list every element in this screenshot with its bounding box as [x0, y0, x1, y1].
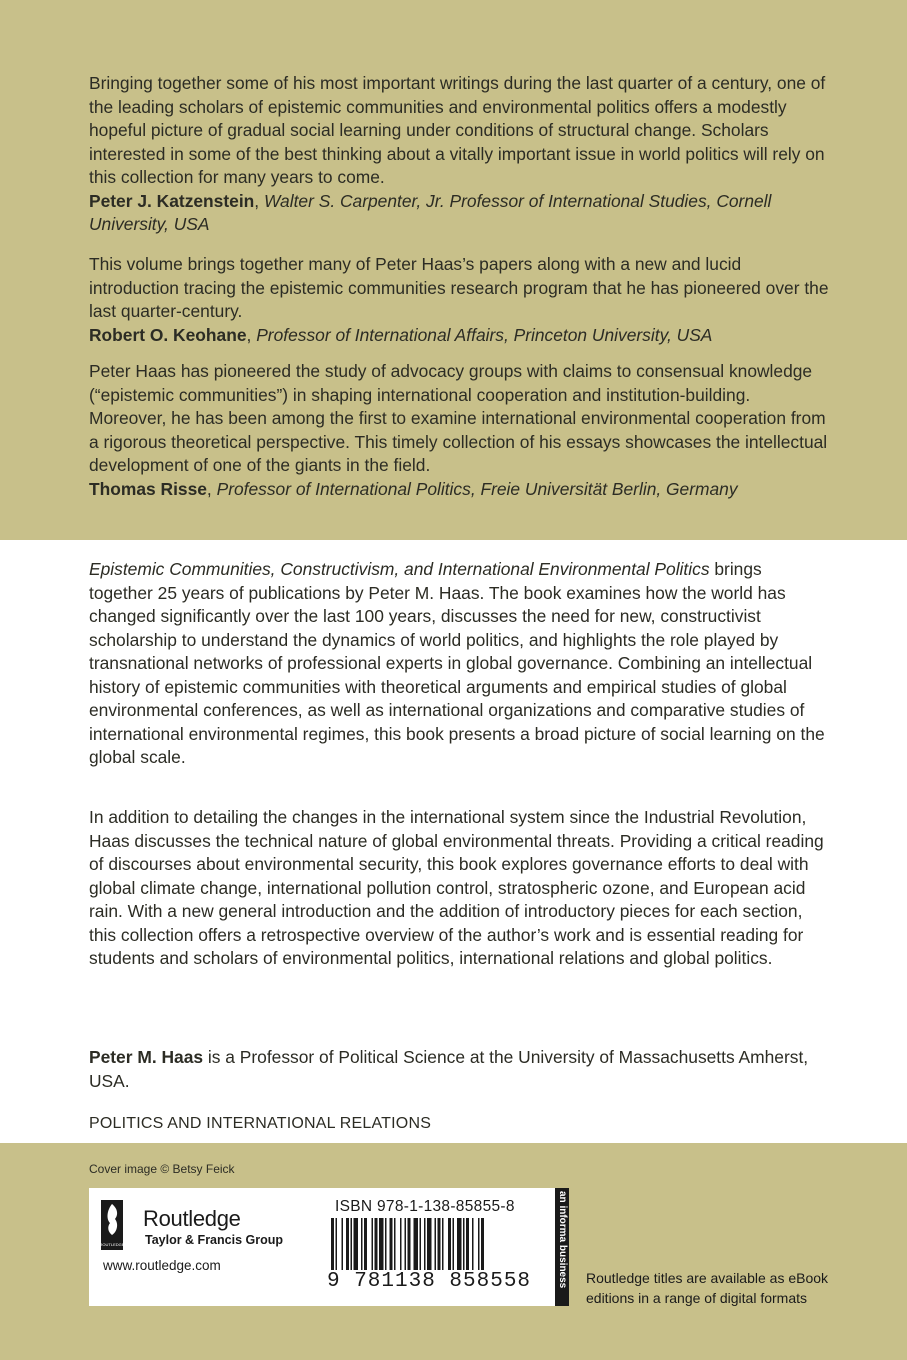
barcode-bar — [400, 1218, 402, 1270]
barcode-bar — [390, 1218, 393, 1270]
author-bio-text: is a Professor of Political Science at the University of Massachusetts Amherst, USA. — [89, 1047, 809, 1091]
endorsement-text: Bringing together some of his most important writings during the last quarter of a century, one of the leading scholars of epistemic communities and environmental politics offers a modestly hopeful picture of gradual social learning under conditions of structural change. Scholars interested in some of the best thinking about a vitally important issue in world politics will rely on this collection for many years to come. — [89, 73, 826, 187]
barcode-bar — [414, 1218, 419, 1270]
barcode-bar — [331, 1218, 334, 1270]
barcode-bar — [448, 1218, 451, 1270]
endorser-title: Walter S. Carpenter, Jr. Professor of International Studies, Cornell University, USA — [89, 190, 772, 234]
barcode-bar — [463, 1218, 465, 1270]
barcode-bar — [478, 1218, 480, 1270]
barcode-bar — [466, 1218, 469, 1270]
endorser-name: Thomas Risse — [89, 478, 207, 499]
endorser-title: Professor of International Affairs, Princeton University, USA — [256, 324, 713, 345]
barcode-bar — [361, 1218, 363, 1270]
endorsement-text: Peter Haas has pioneered the study of advocacy groups with claims to consensual knowledge (“epistemic communities”) in shaping international cooperation and institution-building. Moreover, he has been among the first to examine international environmental cooperation from a rigorous theoretical perspective. This timely collection of his essays showcases the intellectual development of one of the giants in the field. — [89, 361, 828, 475]
description-text: In addition to detailing the changes in the international system since the Industrial Revolution, Haas discusses the technical nature of global environmental threats. Providing a critical reading of discourses about environmental security, this book explores governance efforts to deal with global climate change, international pollution control, stratospheric ozone, and European acid rain. With a new general introduction and the addition of introductory pieces for each section, this collection offers a retrospective overview of the author’s work and is essential reading for students and scholars of environmental politics, international relations and global politics. — [89, 807, 824, 968]
barcode-bar — [424, 1218, 426, 1270]
endorser-title: Professor of International Politics, Freie Universität Berlin, Germany — [216, 478, 738, 499]
barcode-bar — [342, 1218, 344, 1270]
barcode-digits: 9 781138 858558 — [327, 1270, 532, 1293]
routledge-logo-icon — [101, 1200, 123, 1250]
barcode-bar — [481, 1218, 484, 1270]
barcode-bar — [438, 1218, 441, 1270]
endorsement-katzenstein: Bringing together some of his most important writings during the last quarter of a century, one of the leading scholars of epistemic communities and environmental politics offers a modestly hopeful picture of gradual social learning under conditions of structural change. Scholars interested in some of the best thinking about a vitally important issue in world politics will rely on this collection for many years to come. Peter J. Katzenstein, Walter S. Carpenter, Jr. Professor of International Studies, Cornell University, USA — [89, 72, 829, 237]
isbn-label: ISBN 978-1-138-85855-8 — [335, 1198, 515, 1215]
endorser-name: Robert O. Keohane — [89, 324, 247, 345]
barcode-bar — [379, 1218, 384, 1270]
subject-category: POLITICS AND INTERNATIONAL RELATIONS — [89, 1115, 432, 1132]
informa-text: an informa business — [557, 1191, 568, 1289]
logo-vertical-text: ROUTLEDGE — [99, 1242, 125, 1247]
publisher-name: Routledge — [143, 1206, 241, 1231]
barcode-bar — [405, 1218, 407, 1270]
ebook-note: Routledge titles are available as eBook editions in a range of digital formats — [586, 1270, 829, 1306]
endorsement-keohane: This volume brings together many of Peter Haas’s papers along with a new and lucid introduction tracing the epistemic communities research program that he has pioneered over the last quarter-century. Robert O. Keohane, Professor of International Affairs, Princeton University, USA — [89, 254, 829, 345]
barcode-bar — [385, 1218, 387, 1270]
barcode-bar — [351, 1218, 353, 1270]
endorsements-panel — [0, 0, 907, 540]
barcode-bar — [457, 1218, 462, 1270]
barcode-bar — [472, 1218, 474, 1270]
barcode-bar — [427, 1218, 432, 1270]
barcode-bar — [364, 1218, 367, 1270]
informa-strip — [555, 1188, 569, 1306]
barcode-bar — [453, 1218, 455, 1270]
barcode-bar — [435, 1218, 437, 1270]
barcode-bar — [354, 1218, 359, 1270]
publisher-barcode-box — [89, 1188, 569, 1306]
barcode-icon — [331, 1218, 521, 1270]
author-bio — [89, 1046, 829, 1093]
barcode-bar — [336, 1218, 338, 1270]
barcode-bar — [375, 1218, 378, 1270]
description-text: brings together 25 years of publications by Peter M. Haas. The book examines how the world has changed significantly over the last 100 years, discusses the need for new, constructivist scholarship to understand the dynamics of world politics, and highlights the role played by transnational networks of professional experts in global governance. Combining an intellectual history of epistemic communities with theoretical arguments and empirical studies of global environmental conferences, as well as international organizations and comparative studies of international environmental regimes, this book presents a broad picture of social learning on the global scale. — [89, 559, 825, 767]
barcode-bar — [442, 1218, 444, 1270]
book-title: Epistemic Communities, Constructivism, and International Environmental Politics — [89, 559, 710, 579]
barcode-bar — [372, 1218, 374, 1270]
publisher-group: Taylor & Francis Group — [145, 1233, 283, 1247]
barcode-bar — [420, 1218, 422, 1270]
book-description-para2 — [89, 806, 829, 971]
publisher-website: www.routledge.com — [103, 1258, 221, 1273]
endorsement-risse: Peter Haas has pioneered the study of advocacy groups with claims to consensual knowledge (“epistemic communities”) in shaping international cooperation and institution-building. Moreover, he has been among the first to examine international environmental cooperation from a rigorous theoretical perspective. This timely collection of his essays showcases the intellectual development of one of the giants in the field. Thomas Risse, Professor of International Politics, Freie Universität Berlin, Germany — [89, 361, 828, 499]
barcode-bar — [346, 1218, 349, 1270]
endorsement-text: This volume brings together many of Peter Haas’s papers along with a new and lucid introduction tracing the epistemic communities research program that he has pioneered over the last quarter-century. — [89, 254, 829, 321]
endorser-name: Peter J. Katzenstein — [89, 190, 255, 211]
barcode-bar — [408, 1218, 411, 1270]
barcode-bar — [394, 1218, 396, 1270]
book-description-para1 — [89, 558, 829, 770]
cover-credit: Cover image © Betsy Feick — [89, 1162, 235, 1176]
author-name: Peter M. Haas — [89, 1047, 204, 1067]
